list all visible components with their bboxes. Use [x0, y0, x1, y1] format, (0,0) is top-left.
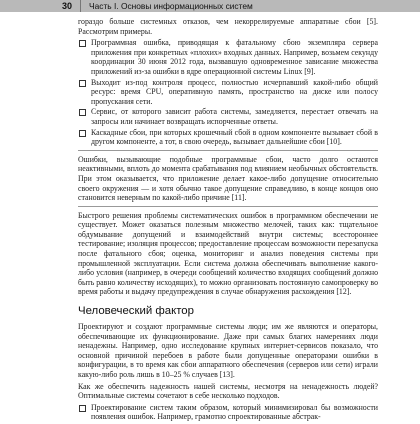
body-paragraph: Проектируют и создают программные системы люди; им же являются и операторы, обеспечивающие их функционирование. Даже при самых благих намерениях люди ненадежны. Например, одно исследование крупных интернет-сервисов показало, что основной причиной перебоев в работе были допущенные операторами ошибки в конфигурации, в то время как сбои аппаратного обеспечения (серверов или сети) играли какую-либо роль лишь в 10–25 % случаев [13]. [78, 322, 378, 379]
list-item-text: Программная ошибка, приводящая к фатальному сбою экземпляра сервера приложения при конкретных «плохих» входных данных. Например, возьмем секунду координации 30 июня 2012 года, вызвавшую одновременное зависание множества приложений из-за ошибки в ядре операционной системы Linux [9]. [91, 38, 378, 76]
failure-examples-list [78, 38, 378, 147]
square-bullet-icon [79, 405, 86, 412]
chapter-title: Часть I. Основы информационных систем [89, 1, 253, 11]
list-item-text: Проектирование систем таким образом, который минимизировал бы возможности появления ошибок. Например, грамотно спроектированные абстрак- [91, 402, 378, 422]
header-divider [80, 0, 81, 12]
page-content [78, 17, 378, 424]
square-bullet-icon [79, 130, 86, 137]
list-item-text: Каскадные сбои, при которых крошечный сбой в одном компоненте вызывает сбой в другом компоненте, а тот, в свою очередь, вызывает дальнейшие сбои [10]. [91, 127, 378, 147]
paragraph-divider [78, 206, 378, 207]
running-header [0, 0, 420, 12]
body-paragraph: Ошибки, вызывающие подобные программные сбои, часто долго остаются неактивными, вплоть до момента срабатывания под влиянием необычных обстоятельств. При этом оказывается, что приложение делает какое-либо допущение относительно своего окружения — и хотя обычно такое допущение справедливо, в конце концов оно становится неверным по какой-либо причине [11]. [78, 154, 378, 203]
list-item [78, 107, 378, 126]
page-number: 30 [62, 1, 73, 11]
approaches-list [78, 403, 378, 422]
section-heading: Человеческий фактор [78, 305, 194, 318]
body-paragraph: Как же обеспечить надежность нашей системы, несмотря на ненадежность людей? Оптимальные системы сочетают в себе несколько подходов. [78, 381, 378, 401]
list-item [78, 128, 378, 147]
square-bullet-icon [79, 80, 86, 87]
list-item-text: Выходит из-под контроля процесс, полностью исчерпавший какой-либо общий ресурс: время CPU, оперативную память, пространство на диске или полосу пропускания сети. [91, 77, 378, 106]
list-item [78, 38, 378, 76]
square-bullet-icon [79, 109, 86, 116]
list-divider [78, 150, 378, 151]
body-paragraph: Быстрого решения проблемы систематических ошибок в программном обеспечении не существует. Может оказаться полезным множество мелочей, таких как: тщательное обдумывание допущений и взаимодействий внутри системы; всестороннее тестирование; изоляция процессов; предоставление процессам возможности перезапуска после фатального сбоя; оценка, мониторинг и анализ поведения системы при промышленной эксплуатации. Если система должна обеспечивать выполнение какого-либо условия (например, в очереди сообщений количество входящих сообщений должно быть равно количеству исходящих), то можно организовать постоянную самопроверку во время работы и выдачу предупреждения в случае обнаружения расхождения [12]. [78, 210, 378, 297]
list-item [78, 403, 378, 422]
square-bullet-icon [79, 40, 86, 47]
intro-paragraph: гораздо больше системных отказов, чем некоррелируемые аппаратные сбои [5]. Рассмотрим примеры. [78, 17, 378, 36]
list-item [78, 78, 378, 107]
list-item-text: Сервис, от которого зависит работа системы, замедляется, перестает отвечать на запросы или начинает возвращать испорченные ответы. [91, 107, 378, 126]
